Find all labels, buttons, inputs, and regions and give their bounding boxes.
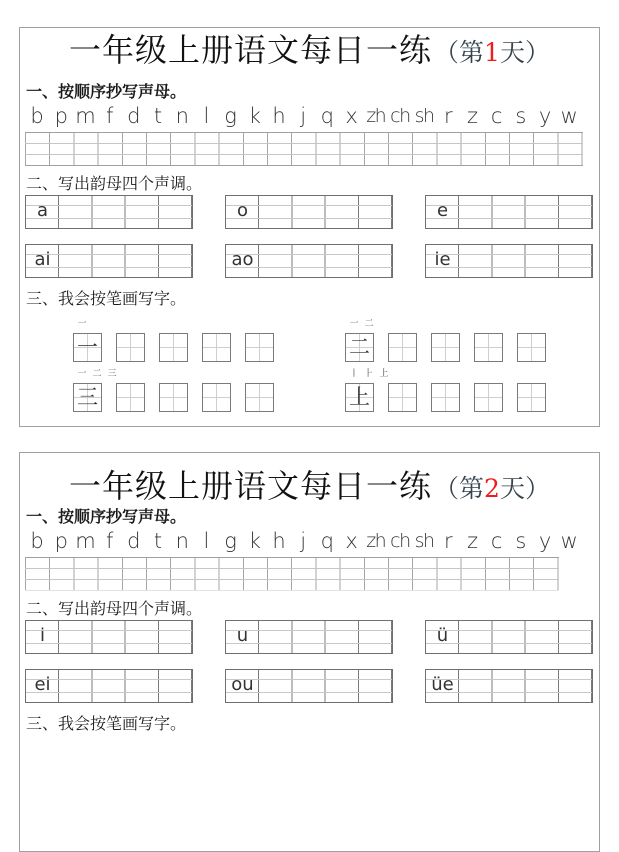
- initial-letter: f: [105, 104, 114, 128]
- stroke-order: [77, 319, 87, 329]
- stroke-step: 二: [364, 319, 374, 329]
- final-label: o: [236, 200, 248, 221]
- initial-letter: m: [75, 104, 96, 128]
- day-close: 天）: [499, 38, 550, 67]
- initial-letter: h: [272, 529, 286, 553]
- final-writing-box: [225, 669, 393, 703]
- initial-letter: k: [248, 529, 261, 553]
- final-writing-box: [25, 244, 193, 278]
- day-open: （第: [434, 474, 485, 503]
- initial-letter: z: [466, 529, 478, 553]
- tianzige-box: [245, 333, 274, 362]
- worksheet-day-2: [19, 452, 600, 852]
- initial-letter: k: [248, 104, 261, 128]
- initial-letter: b: [30, 104, 44, 128]
- initial-letter: ch: [390, 530, 410, 552]
- initial-letter: d: [127, 104, 141, 128]
- initial-letter: n: [175, 529, 189, 553]
- day-label: [434, 38, 550, 67]
- initial-letter: p: [54, 529, 68, 553]
- model-character: 三: [77, 385, 98, 409]
- stroke-step: 二: [92, 369, 102, 379]
- initial-letter: q: [320, 529, 335, 553]
- initial-letter: zh: [366, 530, 386, 552]
- section-3-heading: 三、我会按笔画写字。: [26, 289, 187, 308]
- day-number: 1: [484, 38, 500, 67]
- tianzige-box: [73, 383, 102, 412]
- worksheet-title: [20, 31, 599, 69]
- tianzige-box: [159, 383, 188, 412]
- final-writing-box: [25, 669, 193, 703]
- initial-letter: h: [272, 104, 286, 128]
- section-1-heading: 一、按顺序抄写声母。: [26, 82, 187, 101]
- final-label: e: [436, 200, 449, 221]
- stroke-step: 上: [379, 369, 389, 379]
- stroke-step: 一: [77, 369, 87, 379]
- title-text: 一年级上册语文每日一练: [69, 467, 433, 505]
- section-1-heading: 一、按顺序抄写声母。: [26, 507, 187, 526]
- stroke-order: [349, 369, 389, 379]
- final-label: u: [236, 625, 249, 646]
- day-open: （第: [434, 38, 485, 67]
- tianzige-box: [431, 333, 460, 362]
- initial-letter: p: [54, 104, 68, 128]
- tianzige-box: [345, 333, 374, 362]
- initial-letter: c: [490, 529, 503, 553]
- stroke-practice-row: [345, 369, 546, 412]
- stroke-step: 一: [77, 319, 87, 329]
- model-character: 上: [349, 385, 370, 409]
- initial-letter: w: [560, 104, 578, 128]
- section-3-heading: 三、我会按笔画写字。: [26, 714, 187, 733]
- initial-letter: y: [538, 104, 552, 128]
- tianzige-box: [116, 383, 145, 412]
- final-label: ai: [34, 249, 51, 270]
- day-close: 天）: [499, 474, 550, 503]
- initial-letter: t: [153, 529, 163, 553]
- initial-letter: j: [300, 529, 307, 553]
- tianzige-box: [159, 333, 188, 362]
- initial-letter: sh: [414, 105, 434, 127]
- day-number: 2: [484, 474, 500, 503]
- section-2-heading: 二、写出韵母四个声调。: [26, 174, 203, 193]
- final-writing-box: [425, 195, 593, 229]
- final-writing-box: [225, 244, 393, 278]
- initial-letter: sh: [414, 530, 434, 552]
- final-label: ei: [34, 674, 51, 695]
- tianzige-box: [116, 333, 145, 362]
- tianzige-box: [431, 383, 460, 412]
- tianzige-box: [474, 333, 503, 362]
- tianzige-box: [202, 333, 231, 362]
- initials-writing-grid: [25, 132, 583, 166]
- final-writing-box: [225, 195, 393, 229]
- tianzige-box: [345, 383, 374, 412]
- initial-letter: x: [345, 529, 358, 553]
- initial-letter: j: [300, 104, 307, 128]
- initial-letter: g: [224, 529, 237, 553]
- stroke-practice-row: [73, 369, 274, 412]
- initial-letter: x: [345, 104, 358, 128]
- final-label: ou: [231, 674, 254, 695]
- initial-letter: c: [490, 104, 503, 128]
- final-label: a: [36, 200, 49, 221]
- final-label: ie: [434, 249, 451, 270]
- initial-letter: q: [320, 104, 335, 128]
- final-label: i: [39, 625, 45, 646]
- tianzige-box: [474, 383, 503, 412]
- initial-letter: s: [515, 104, 527, 128]
- tianzige-box: [245, 383, 274, 412]
- initial-letter: r: [443, 104, 453, 128]
- initials-row: [25, 528, 581, 554]
- final-writing-box: [25, 195, 193, 229]
- initial-letter: s: [515, 529, 527, 553]
- initial-letter: m: [75, 529, 96, 553]
- initial-letter: y: [538, 529, 552, 553]
- initial-letter: ch: [390, 105, 410, 127]
- tianzige-box: [517, 333, 546, 362]
- initial-letter: f: [105, 529, 114, 553]
- initial-letter: l: [203, 104, 210, 128]
- final-writing-box: [225, 620, 393, 654]
- initial-letter: t: [153, 104, 163, 128]
- stroke-step: 丨: [349, 369, 359, 379]
- final-writing-box: [425, 669, 593, 703]
- stroke-practice-row: [73, 319, 274, 362]
- final-label: üe: [431, 674, 454, 695]
- model-character: 二: [349, 335, 370, 359]
- tianzige-box: [73, 333, 102, 362]
- model-character: 一: [77, 335, 98, 359]
- stroke-step: 三: [107, 369, 117, 379]
- initials-row: [25, 103, 581, 129]
- initial-letter: n: [175, 104, 189, 128]
- initial-letter: r: [443, 529, 453, 553]
- tianzige-box: [388, 333, 417, 362]
- final-writing-box: [425, 244, 593, 278]
- initial-letter: d: [127, 529, 141, 553]
- initial-letter: b: [30, 529, 44, 553]
- worksheet-title: [20, 467, 599, 505]
- stroke-step: ⺊: [364, 369, 374, 379]
- stroke-step: 一: [349, 319, 359, 329]
- stroke-practice-row: [345, 319, 546, 362]
- initial-letter: zh: [366, 105, 386, 127]
- section-2-heading: 二、写出韵母四个声调。: [26, 599, 203, 618]
- final-label: ü: [436, 625, 449, 646]
- stroke-order: [349, 319, 374, 329]
- worksheet-day-1: [19, 27, 600, 427]
- initial-letter: g: [224, 104, 237, 128]
- final-label: ao: [231, 249, 254, 270]
- title-text: 一年级上册语文每日一练: [69, 31, 433, 69]
- tianzige-box: [202, 383, 231, 412]
- final-writing-box: [25, 620, 193, 654]
- initial-letter: z: [466, 104, 478, 128]
- final-writing-box: [425, 620, 593, 654]
- initials-writing-grid: [25, 557, 559, 591]
- tianzige-box: [517, 383, 546, 412]
- tianzige-box: [388, 383, 417, 412]
- initial-letter: w: [560, 529, 578, 553]
- initial-letter: l: [203, 529, 210, 553]
- day-label: [434, 474, 550, 503]
- stroke-order: [77, 369, 117, 379]
